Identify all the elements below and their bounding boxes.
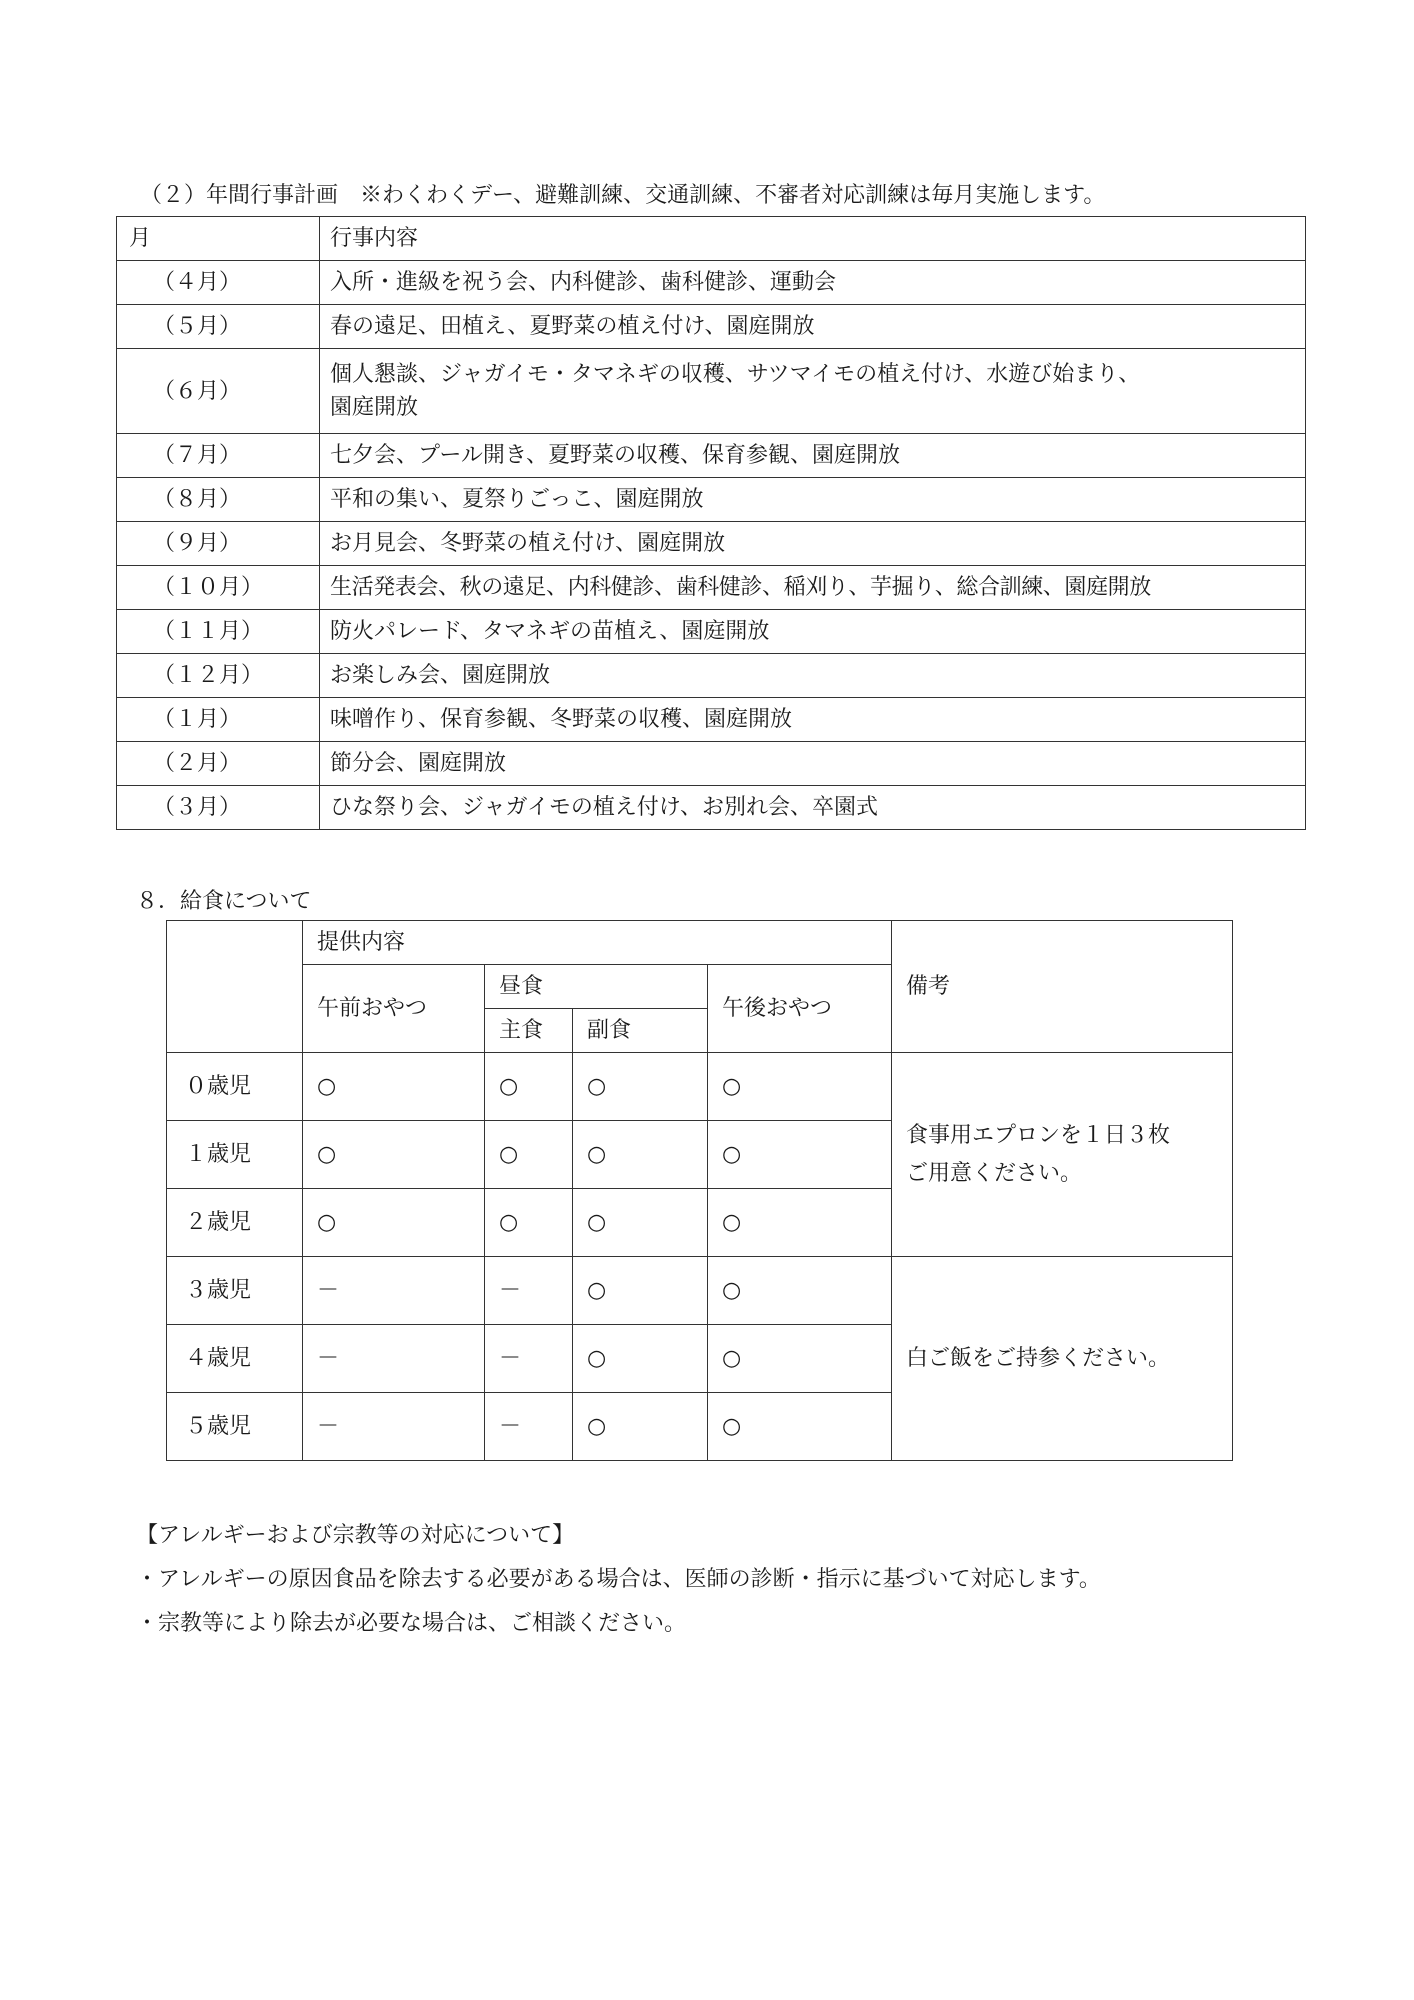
age-cell: ５歳児	[167, 1393, 303, 1461]
table-row	[117, 610, 1306, 654]
afternoon-snack-cell: ○	[708, 1325, 892, 1393]
table-row	[117, 434, 1306, 478]
lunch-header: 昼食	[485, 965, 708, 1009]
provided-header: 提供内容	[303, 921, 892, 965]
content-cell: ひな祭り会、ジャガイモの植え付け、お別れ会、卒園式	[320, 786, 1306, 830]
content-cell: 生活発表会、秋の遠足、内科健診、歯科健診、稲刈り、芋掘り、総合訓練、園庭開放	[320, 566, 1306, 610]
afternoon-snack-cell: ○	[708, 1053, 892, 1121]
age-cell: ０歳児	[167, 1053, 303, 1121]
side-cell: ○	[573, 1121, 708, 1189]
staple-cell: ○	[485, 1189, 573, 1257]
staple-cell: －	[485, 1393, 573, 1461]
afternoon-snack-cell: ○	[708, 1257, 892, 1325]
month-cell: （７月）	[117, 434, 320, 478]
table-row	[117, 522, 1306, 566]
afternoon-snack-cell: ○	[708, 1121, 892, 1189]
content-line: 個人懇談、ジャガイモ・タマネギの収穫、サツマイモの植え付け、水遊び始まり、	[330, 362, 1141, 387]
table-row	[117, 349, 1306, 434]
staple-cell: ○	[485, 1053, 573, 1121]
remark-older-cell: 白ご飯をご持参ください。	[892, 1257, 1233, 1461]
content-cell: 防火パレード、タマネギの苗植え、園庭開放	[320, 610, 1306, 654]
age-cell: １歳児	[167, 1121, 303, 1189]
table-row	[117, 261, 1306, 305]
age-cell: ３歳児	[167, 1257, 303, 1325]
table-row	[167, 1257, 1233, 1325]
side-cell: ○	[573, 1053, 708, 1121]
remark-line: 食事用エプロンを１日３枚	[906, 1123, 1171, 1149]
month-cell: （９月）	[117, 522, 320, 566]
month-cell: （１月）	[117, 698, 320, 742]
table-row	[167, 1053, 1233, 1121]
events-section-title: （２）年間行事計画 ※わくわくデー、避難訓練、交通訓練、不審者対応訓練は毎月実施します。	[140, 183, 1106, 208]
content-line: 園庭開放	[330, 395, 419, 420]
content-cell: 味噌作り、保育参観、冬野菜の収穫、園庭開放	[320, 698, 1306, 742]
table-header-row	[167, 921, 1233, 965]
month-cell: （６月）	[117, 349, 320, 434]
morning-snack-cell: ○	[303, 1053, 485, 1121]
content-cell: 春の遠足、田植え、夏野菜の植え付け、園庭開放	[320, 305, 1306, 349]
table-row	[117, 786, 1306, 830]
staple-cell: －	[485, 1257, 573, 1325]
meals-section-title: ８．給食について	[136, 889, 312, 914]
morning-snack-cell: ○	[303, 1121, 485, 1189]
month-cell: （３月）	[117, 786, 320, 830]
content-cell: 入所・進級を祝う会、内科健診、歯科健診、運動会	[320, 261, 1306, 305]
month-cell: （２月）	[117, 742, 320, 786]
month-header: 月	[117, 217, 320, 261]
annual-events-table	[116, 216, 1306, 830]
morning-snack-cell: ○	[303, 1189, 485, 1257]
remarks-header: 備考	[892, 921, 1233, 1053]
month-cell: （１２月）	[117, 654, 320, 698]
staple-header: 主食	[485, 1009, 573, 1053]
content-cell: 節分会、園庭開放	[320, 742, 1306, 786]
table-row	[117, 305, 1306, 349]
content-header: 行事内容	[320, 217, 1306, 261]
morning-snack-cell: －	[303, 1257, 485, 1325]
content-cell: お月見会、冬野菜の植え付け、園庭開放	[320, 522, 1306, 566]
side-cell: ○	[573, 1189, 708, 1257]
allergy-section-title: 【アレルギーおよび宗教等の対応について】	[136, 1523, 575, 1548]
allergy-note-line: ・アレルギーの原因食品を除去する必要がある場合は、医師の診断・指示に基づいて対応します。	[136, 1567, 1101, 1592]
age-cell: ４歳児	[167, 1325, 303, 1393]
table-row	[117, 654, 1306, 698]
month-cell: （１０月）	[117, 566, 320, 610]
month-cell: （４月）	[117, 261, 320, 305]
side-cell: ○	[573, 1325, 708, 1393]
side-cell: ○	[573, 1393, 708, 1461]
side-header: 副食	[573, 1009, 708, 1053]
side-cell: ○	[573, 1257, 708, 1325]
afternoon-snack-cell: ○	[708, 1393, 892, 1461]
morning-snack-header: 午前おやつ	[303, 965, 485, 1053]
content-cell	[320, 349, 1306, 434]
content-cell: お楽しみ会、園庭開放	[320, 654, 1306, 698]
staple-cell: ○	[485, 1121, 573, 1189]
remark-line: ご用意ください。	[906, 1160, 1083, 1186]
age-cell: ２歳児	[167, 1189, 303, 1257]
corner-cell	[167, 921, 303, 1053]
table-row	[117, 698, 1306, 742]
table-row	[117, 742, 1306, 786]
religion-note-line: ・宗教等により除去が必要な場合は、ご相談ください。	[136, 1611, 687, 1636]
remark-infant-cell	[892, 1053, 1233, 1257]
morning-snack-cell: －	[303, 1393, 485, 1461]
table-row	[117, 478, 1306, 522]
afternoon-snack-cell: ○	[708, 1189, 892, 1257]
month-cell: （１１月）	[117, 610, 320, 654]
content-cell: 平和の集い、夏祭りごっこ、園庭開放	[320, 478, 1306, 522]
month-cell: （８月）	[117, 478, 320, 522]
staple-cell: －	[485, 1325, 573, 1393]
morning-snack-cell: －	[303, 1325, 485, 1393]
table-row	[117, 566, 1306, 610]
content-cell: 七夕会、プール開き、夏野菜の収穫、保育参観、園庭開放	[320, 434, 1306, 478]
meals-table	[166, 920, 1233, 1461]
afternoon-snack-header: 午後おやつ	[708, 965, 892, 1053]
month-cell: （５月）	[117, 305, 320, 349]
table-header-row	[117, 217, 1306, 261]
